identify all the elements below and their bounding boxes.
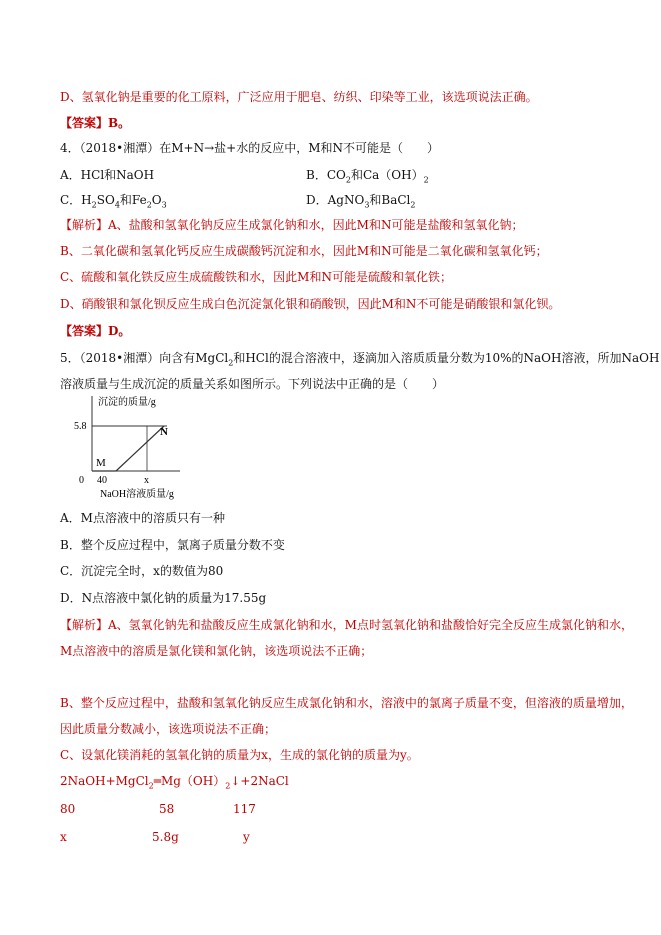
q5-option-d: D．N点溶液中氯化钠的质量为17.55g (60, 591, 267, 605)
eq-ratio-117: 117 (233, 802, 256, 816)
q5-option-a: A．M点溶液中的溶质只有一种 (60, 511, 225, 525)
x-axis-label: NaOH溶液质量/g (100, 489, 174, 500)
option-d-analysis: D、氢氧化钠是重要的化工原料，广泛应用于肥皂、纺织、印染等工业，该选项说法正确。 (60, 90, 538, 104)
x-tick-0: 0 (79, 475, 84, 486)
eq-unknown-x: x (60, 830, 67, 844)
q5-analysis-b-line-2: 因此质量分数减小，该选项说法不正确； (60, 722, 277, 736)
q4-option-b: B．$CO_2$和$Ca(OH)_2$ (306, 168, 429, 185)
question-4: 4．（2018•湘潭）在M+N→盐+水的反应中，M和N不可能是（ ） (60, 141, 439, 155)
eq-ratio-80: 80 (60, 802, 76, 816)
q5-analysis-b-line-1: B、整个反应过程中，盐酸和氢氧化钠反应生成氯化钠和水，溶液中的氯离子质量不变，但溶液的质量增加， (60, 696, 633, 710)
x-tick-40: 40 (97, 475, 107, 486)
q5-analysis-a-line-2: M点溶液中的溶质是氯化镁和氯化钠，该选项说法不正确； (60, 644, 373, 658)
q4-option-c: C．$H_2SO_4$和$Fe_2O_3$ (60, 193, 167, 210)
point-n-label: N (160, 426, 168, 438)
q5-option-b: B．整个反应过程中，氯离子质量分数不变 (60, 538, 285, 552)
q4-analysis-d: D、硝酸银和氯化钡反应生成白色沉淀氯化银和硝酸钡，因此M和N不可能是硝酸银和氯化钡。 (60, 297, 561, 311)
q4-analysis-c: C、硫酸和氧化铁反应生成硫酸铁和水，因此M和N可能是硫酸和氧化铁； (60, 270, 452, 284)
y-tick-5-8: 5.8 (74, 421, 87, 432)
q5-option-c: C．沉淀完全时，x的数值为80 (60, 564, 224, 578)
answer-label: 【答案】D。 (60, 324, 131, 338)
x-tick-x: x (144, 475, 149, 486)
eq-ratio-58: 58 (159, 802, 175, 816)
q4-analysis-a: 【解析】A、盐酸和氢氧化钠反应生成氯化钠和水，因此M和N可能是盐酸和氢氧化钠； (60, 218, 524, 232)
precipitate-graph (72, 393, 192, 501)
eq-mass-5-8g: 5.8g (152, 830, 179, 844)
q4-analysis-b: B、二氧化碳和氢氧化钙反应生成碳酸钙沉淀和水，因此M和N可能是二氧化碳和氢氧化钙； (60, 244, 548, 258)
chemical-equation: $2NaOH+MgCl_2═Mg(OH)_2↓+2NaCl$ (60, 774, 289, 791)
q4-option-d: D．AgNO$_3$和BaCl$_2$ (306, 193, 416, 210)
q5-analysis-a-line-1: 【解析】A、氢氧化钠先和盐酸反应生成氯化钠和水，M点时氢氧化钠和盐酸恰好完全反应生成氯化钠和水， (60, 618, 633, 632)
point-m-label: M (96, 457, 106, 469)
eq-unknown-y: y (243, 830, 250, 844)
q5-analysis-c: C、设氯化镁消耗的氢氧化钠的质量为x，生成的氯化钠的质量为y。 (60, 748, 419, 762)
question-5-line-2: 溶液质量与生成沉淀的质量关系如图所示。下列说法中正确的是（ ） (60, 377, 445, 391)
question-5-line-1: 5．（2018•湘潭）向含有MgCl$_2$和HCl的混合溶液中，逐滴加入溶质质量分数为10%的NaOH溶液，所加NaOH (60, 351, 660, 368)
q4-option-a: A．HCl和NaOH (60, 168, 155, 182)
answer-label: 【答案】B。 (60, 116, 131, 130)
y-axis-label: 沉淀的质量/g (98, 397, 156, 408)
